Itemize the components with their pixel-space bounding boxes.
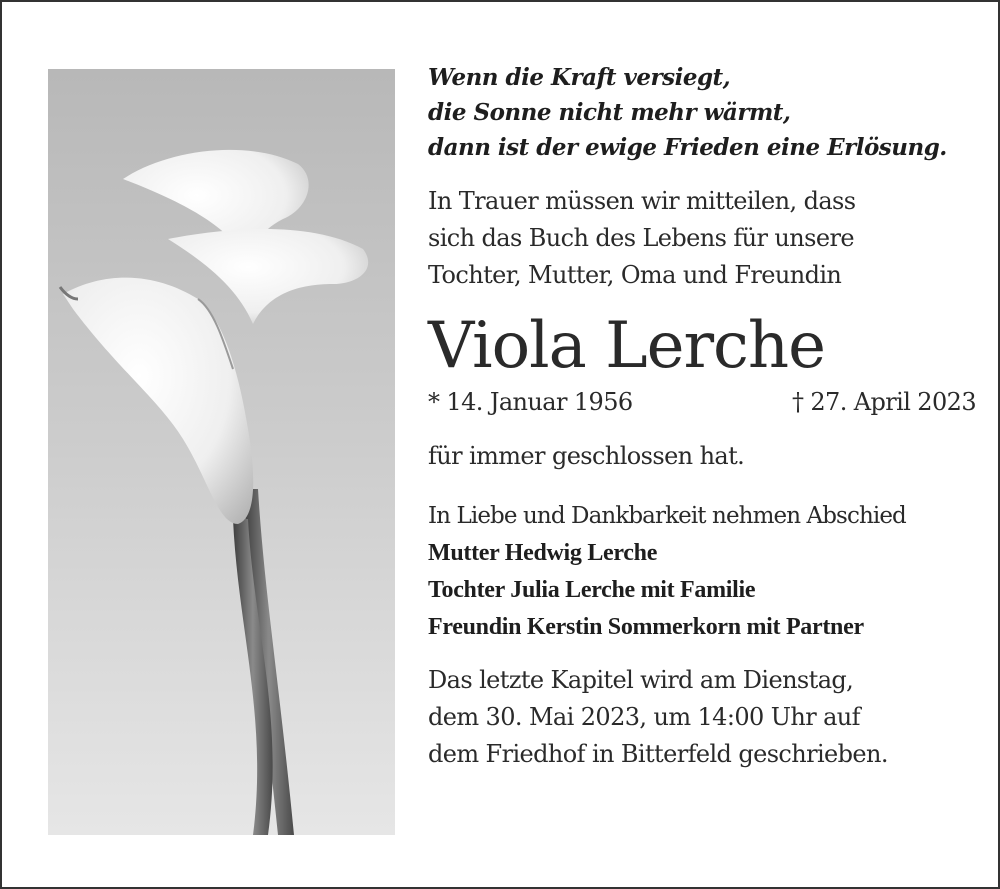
quote-line: dann ist der ewige Frieden eine Erlösung. (428, 134, 947, 161)
life-dates (428, 384, 988, 420)
funeral-line: Das letzte Kapitel wird am Dienstag, (428, 666, 854, 694)
quote-line: die Sonne nicht mehr wärmt, (428, 99, 791, 126)
intro-line: In Trauer müssen wir mitteilen, dass (428, 187, 856, 215)
memorial-quote (428, 60, 988, 165)
mourner-name: Freundin Kerstin Sommerkorn mit Partner (428, 614, 864, 640)
funeral-line: dem 30. Mai 2023, um 14:00 Uhr auf (428, 703, 860, 731)
quote-line: Wenn die Kraft versiegt, (428, 64, 731, 91)
mourners-block (428, 498, 988, 646)
intro-paragraph (428, 183, 988, 294)
calla-lily-image (48, 69, 395, 835)
calla-lily-illustration (48, 69, 395, 835)
intro-line: sich das Buch des Lebens für unsere (428, 224, 854, 252)
death-date: † 27. April 2023 (791, 388, 976, 416)
deceased-name: Viola Lerche (428, 309, 825, 383)
mourner-name: Tochter Julia Lerche mit Familie (428, 577, 756, 603)
intro-line: Tochter, Mutter, Oma und Freundin (428, 261, 842, 289)
funeral-info (428, 662, 988, 773)
obituary-text (428, 60, 988, 773)
closing-line: für immer geschlossen hat. (428, 442, 745, 470)
funeral-line: dem Friedhof in Bitterfeld geschrieben. (428, 740, 888, 768)
mourner-name: Mutter Hedwig Lerche (428, 540, 658, 566)
mourners-lead: In Liebe und Dankbarkeit nehmen Abschied (428, 503, 906, 529)
birth-date: * 14. Januar 1956 (428, 388, 633, 416)
